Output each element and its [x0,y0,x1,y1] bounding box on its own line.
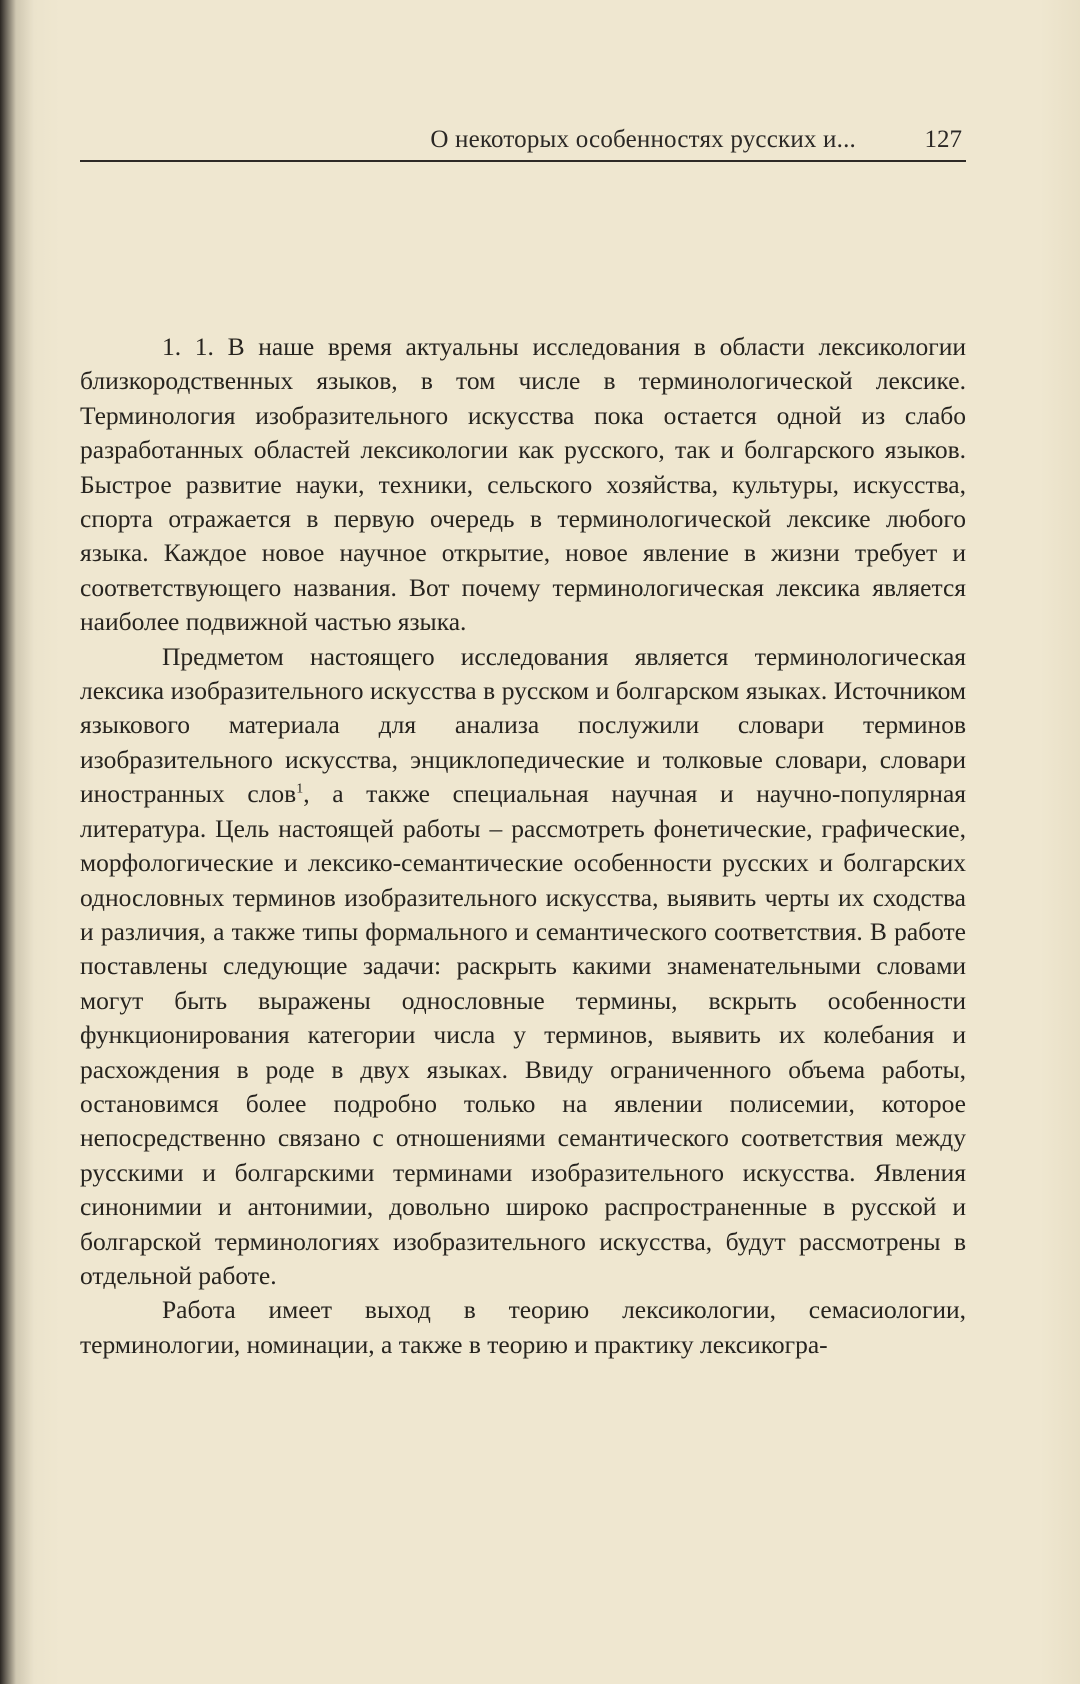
paragraph-3: Работа имеет выход в теорию лексикологии, семасиологии, терминологии, номинации, а также в теорию и практику лексикогра- [80,1295,966,1359]
footnote-mark: 1 [296,781,304,797]
running-title: О некоторых особенностях русских и... [430,126,856,153]
body-text [80,330,966,1362]
paragraph-2-part-1: Предметом настоящего исследования является терминологическая лексика изобразительного искусства в русском и болгарском языках. Источником языкового материала для анализа послужили словари терминов изобразительного искусства, энциклопедические и толковые словари, словари иностранных слов [80,641,966,809]
paragraph-1: 1. 1. В наше время актуальны исследования в области лексикологии близкородственных языков, в том числе в терминологической лексике. Терминология изобразительного искусства пока остается одной из слабо разработанных областей лексикологии как русского, так и болгарского языков. Быстрое развитие науки, техники, сельского хозяйства, культуры, искусства, спорта отражается в первую очередь в терминологической лексике любого языка. Каждое новое научное открытие, новое явление в жизни требует и соответствующего названия. Вот почему терминологическая лексика является наиболее подвижной частью языка. [80,332,966,637]
running-header [80,120,966,162]
paragraph-2-part-2: , а также специальная научная и научно-популярная литература. Цель настоящей работы – рассмотреть фонетические, графические, морфологические и лексико-семантические особенности русских и болгарских однословных терминов изобразительного искусства, выявить черты их сходства и различия, а также типы формального и семантического соответствия. В работе поставлены следующие задачи: раскрыть какими знаменательными словами могут быть выражены однословные термины, вскрыть особенности функционирования категории числа у терминов, выявить их колебания и расхождения в роде в двух языках. Ввиду ограниченного объема работы, остановимся более подробно только на явлении полисемии, которое непосредственно связано с отношениями семантического соответствия между русскими и болгарскими терминами изобразительного искусства. Явления синонимии и антонимии, довольно широко распространенные в русской и болгарской терминологиях изобразительного искусства, будут рассмотрены в отдельной работе. [80,779,966,1290]
page-number: 127 [924,126,962,153]
paragraph-2 [80,640,966,1294]
